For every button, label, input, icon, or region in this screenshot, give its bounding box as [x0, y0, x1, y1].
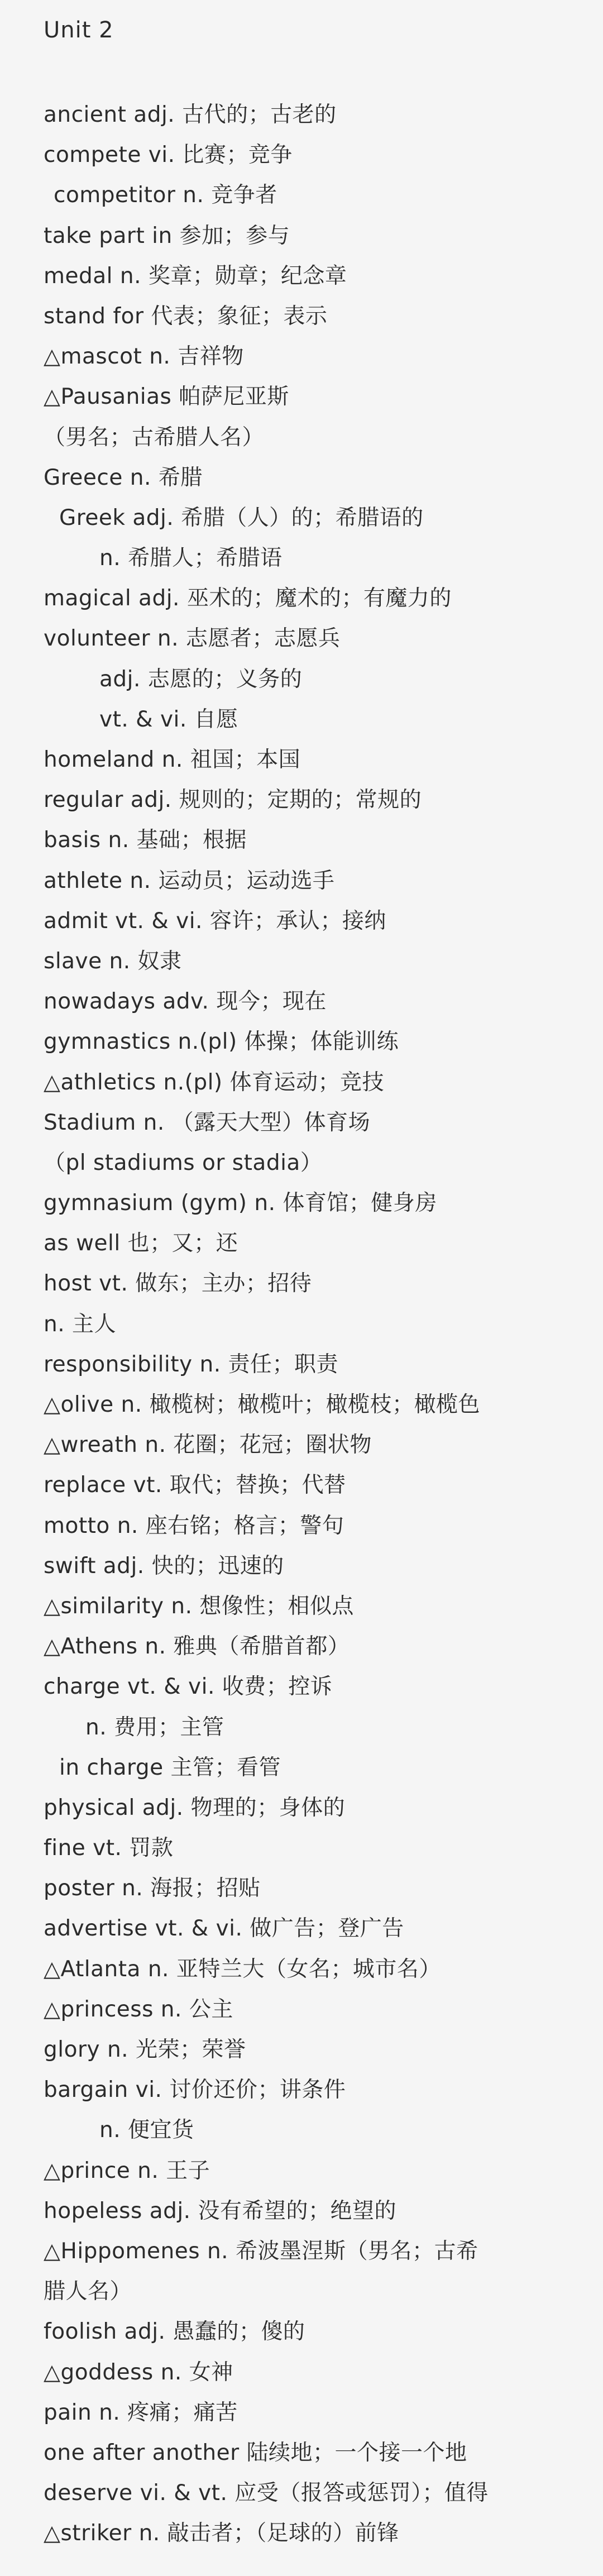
vocab-line-host-verb: host vt. 做东；主办；招待 [44, 1271, 312, 1297]
unit-title: Unit 2 [44, 17, 114, 43]
vocab-line-swift: swift adj. 快的；迅速的 [44, 1553, 284, 1579]
vocab-line-greek-noun: n. 希腊人；希腊语 [99, 546, 283, 571]
vocab-line-physical: physical adj. 物理的；身体的 [44, 1795, 346, 1820]
vocab-line-stand-for: stand for 代表；象征；表示 [44, 303, 328, 329]
vocab-line-bargain-verb: bargain vi. 讨价还价；讲条件 [44, 2077, 346, 2103]
vocab-line-pain: pain n. 疼痛；痛苦 [44, 2400, 238, 2425]
vocab-line-take-part-in: take part in 参加；参与 [44, 223, 290, 248]
vocab-line-wreath: △wreath n. 花圈；花冠；圈状物 [44, 1432, 372, 1458]
vocab-line-similarity: △similarity n. 想像性；相似点 [44, 1593, 354, 1619]
vocab-line-basis: basis n. 基础；根据 [44, 828, 247, 853]
vocab-line-motto: motto n. 座右铭；格言；警句 [44, 1513, 344, 1538]
vocab-line-gymnasium: gymnasium (gym) n. 体育馆；健身房 [44, 1191, 437, 1216]
vocab-line-volunteer: volunteer n. 志愿者；志愿兵 [44, 626, 341, 652]
vocab-line-compete: compete vi. 比赛；竞争 [44, 142, 293, 168]
vocab-line-athlete: athlete n. 运动员；运动选手 [44, 868, 335, 893]
vocab-line-striker: △striker n. 敲击者；（足球的）前锋 [44, 2521, 399, 2546]
vocab-line-volunteer-verb: vt. & vi. 自愿 [99, 706, 238, 732]
vocab-line-poster: poster n. 海报；招贴 [44, 1876, 261, 1901]
vocab-line-magical: magical adj. 巫术的；魔术的；有魔力的 [44, 586, 452, 611]
vocab-line-slave: slave n. 奴隶 [44, 948, 182, 974]
vocab-line-athletics: △athletics n.(pl) 体育运动；竞技 [44, 1069, 385, 1095]
vocab-line-deserve: deserve vi. & vt. 应受（报答或惩罚）；值得 [44, 2481, 489, 2506]
vocab-line-greek-adj: Greek adj. 希腊（人）的；希腊语的 [59, 505, 424, 531]
vocab-line-replace: replace vt. 取代；替换；代替 [44, 1473, 346, 1498]
vocab-line-in-charge: in charge 主管；看管 [59, 1755, 281, 1780]
vocab-line-goddess: △goddess n. 女神 [44, 2359, 233, 2385]
vocab-line-greece: Greece n. 希腊 [44, 465, 203, 490]
vocab-line-prince: △prince n. 王子 [44, 2158, 210, 2183]
vocab-line-responsibility: responsibility n. 责任；职责 [44, 1351, 339, 1377]
vocab-line-gymnastics: gymnastics n.(pl) 体操；体能训练 [44, 1029, 399, 1055]
vocab-line-homeland: homeland n. 祖国；本国 [44, 747, 301, 772]
vocab-line-charge-noun: n. 费用；主管 [85, 1714, 224, 1740]
vocab-line-athens: △Athens n. 雅典（希腊首都） [44, 1634, 350, 1660]
vocab-line-medal: medal n. 奖章；勋章；纪念章 [44, 263, 347, 289]
vocab-line-bargain-noun: n. 便宜货 [99, 2118, 194, 2143]
vocab-line-ancient: ancient adj. 古代的；古老的 [44, 102, 337, 127]
vocab-line-pausanias-note: （男名；古希腊人名） [44, 424, 265, 450]
vocab-line-atlanta: △Atlanta n. 亚特兰大（女名；城市名） [44, 1956, 441, 1982]
vocab-line-one-after-another: one after another 陆续地；一个接一个地 [44, 2440, 467, 2465]
vocab-line-stadium-plural: （pl stadiums or stadia） [44, 1150, 323, 1175]
vocab-line-charge-verb: charge vt. & vi. 收费；控诉 [44, 1674, 333, 1700]
vocab-line-admit: admit vt. & vi. 容许；承认；接纳 [44, 908, 386, 934]
vocab-line-advertise: advertise vt. & vi. 做广告；登广告 [44, 1916, 404, 1942]
vocab-line-host-noun: n. 主人 [44, 1311, 117, 1337]
vocab-line-mascot: △mascot n. 吉祥物 [44, 344, 244, 370]
vocab-line-olive: △olive n. 橄榄树；橄榄叶；橄榄枝；橄榄色 [44, 1392, 481, 1417]
vocab-line-hippomenes: △Hippomenes n. 希波墨涅斯（男名；古希 [44, 2238, 478, 2264]
vocabulary-list [44, 95, 591, 2554]
vocab-line-pausanias: △Pausanias 帕萨尼亚斯 [44, 384, 289, 410]
vocab-line-regular: regular adj. 规则的；定期的；常规的 [44, 787, 422, 813]
vocab-line-hippomenes-continued: 腊人名） [44, 2279, 132, 2305]
vocab-line-as-well: as well 也；又；还 [44, 1231, 238, 1256]
vocab-line-stadium: Stadium n. （露天大型）体育场 [44, 1110, 371, 1135]
vocab-line-competitor: competitor n. 竞争者 [54, 183, 277, 208]
vocab-line-fine: fine vt. 罚款 [44, 1836, 174, 1861]
vocab-line-nowadays: nowadays adv. 现今；现在 [44, 989, 327, 1015]
vocab-line-volunteer-adj: adj. 志愿的；义务的 [99, 666, 303, 692]
vocab-line-foolish: foolish adj. 愚蠢的；傻的 [44, 2319, 305, 2345]
vocab-line-princess: △princess n. 公主 [44, 1996, 233, 2022]
vocab-line-hopeless: hopeless adj. 没有希望的；绝望的 [44, 2198, 396, 2224]
vocab-line-glory: glory n. 光荣；荣誉 [44, 2037, 246, 2062]
